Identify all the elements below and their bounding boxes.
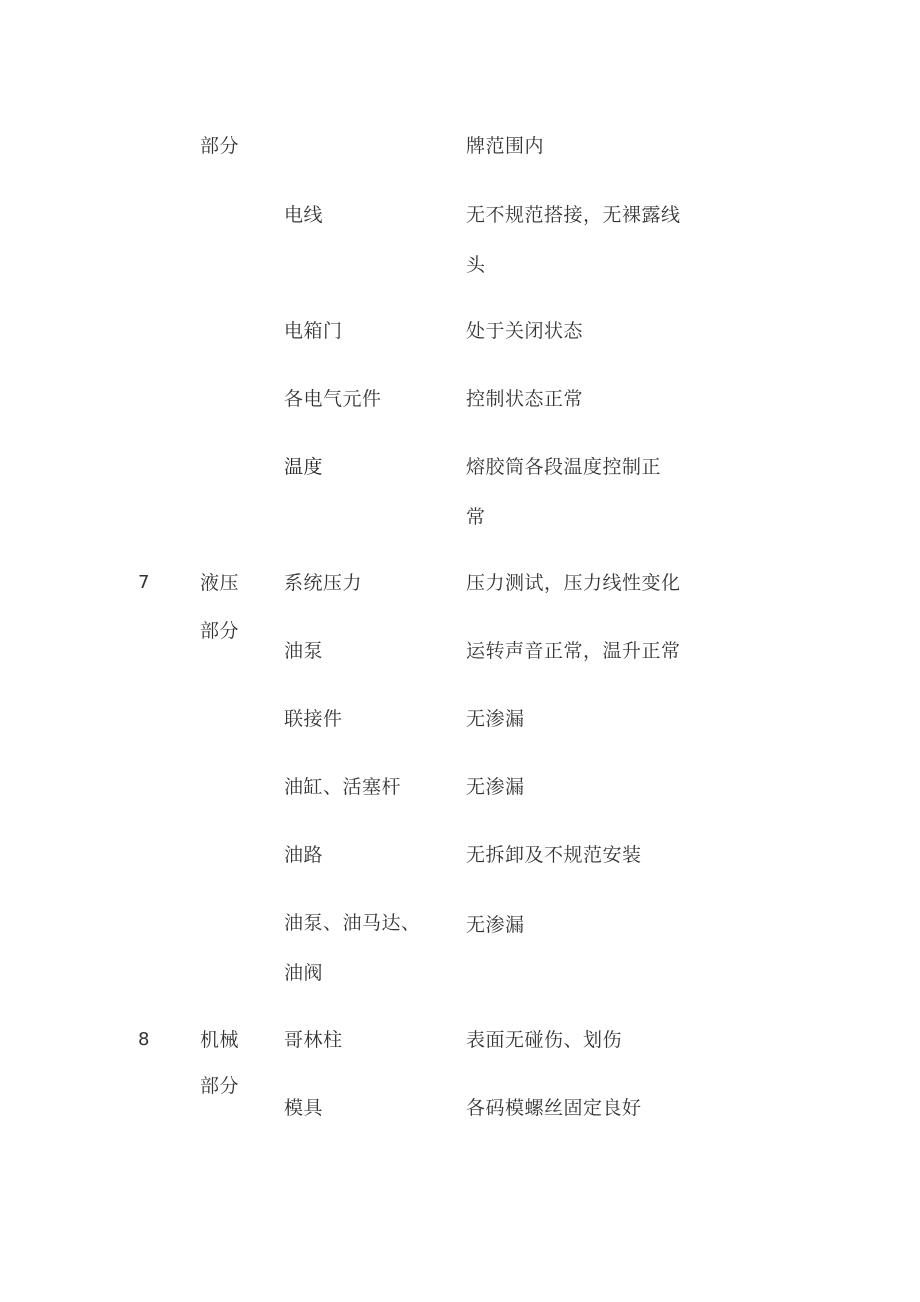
row-number: 7 — [138, 572, 150, 593]
check-standard-cell: 无渗漏 — [466, 914, 525, 936]
check-standard-cell: 无拆卸及不规范安装 — [466, 844, 642, 866]
row-number: 8 — [138, 1029, 150, 1050]
category-cell: 部分 — [200, 1075, 240, 1097]
check-standard-cell: 熔胶筒各段温度控制正 — [466, 456, 662, 478]
check-standard-cell: 常 — [466, 506, 486, 528]
check-standard-cell: 控制状态正常 — [466, 388, 584, 410]
category-cell: 部分 — [200, 620, 240, 642]
check-item-cell: 电箱门 — [284, 320, 343, 342]
check-item-cell: 电线 — [284, 204, 324, 226]
check-standard-cell: 头 — [466, 254, 486, 276]
check-item-cell: 油泵、油马达、 — [284, 912, 421, 934]
check-item-cell: 油路 — [284, 844, 324, 866]
check-item-cell: 油缸、活塞杆 — [284, 776, 402, 798]
check-item-cell: 哥林柱 — [284, 1029, 343, 1051]
check-standard-cell: 各码模螺丝固定良好 — [466, 1097, 642, 1119]
check-item-cell: 油泵 — [284, 640, 324, 662]
check-standard-cell: 运转声音正常，温升正常 — [466, 640, 681, 662]
category-cell: 机械 — [200, 1029, 240, 1051]
check-item-cell: 模具 — [284, 1097, 324, 1119]
check-standard-cell: 压力测试，压力线性变化 — [466, 572, 681, 594]
check-item-cell: 各电气元件 — [284, 388, 382, 410]
check-standard-cell: 无渗漏 — [466, 776, 525, 798]
category-cell: 液压 — [200, 572, 240, 594]
check-standard-cell: 无不规范搭接，无裸露线 — [466, 204, 681, 226]
check-item-cell: 系统压力 — [284, 572, 363, 594]
check-item-cell: 油阀 — [284, 962, 324, 984]
check-item-cell: 温度 — [284, 456, 324, 478]
check-standard-cell: 表面无碰伤、划伤 — [466, 1029, 623, 1051]
check-standard-cell: 牌范围内 — [466, 135, 545, 157]
check-item-cell: 联接件 — [284, 708, 343, 730]
category-cell: 部分 — [200, 135, 240, 157]
check-standard-cell: 无渗漏 — [466, 708, 525, 730]
check-standard-cell: 处于关闭状态 — [466, 320, 584, 342]
